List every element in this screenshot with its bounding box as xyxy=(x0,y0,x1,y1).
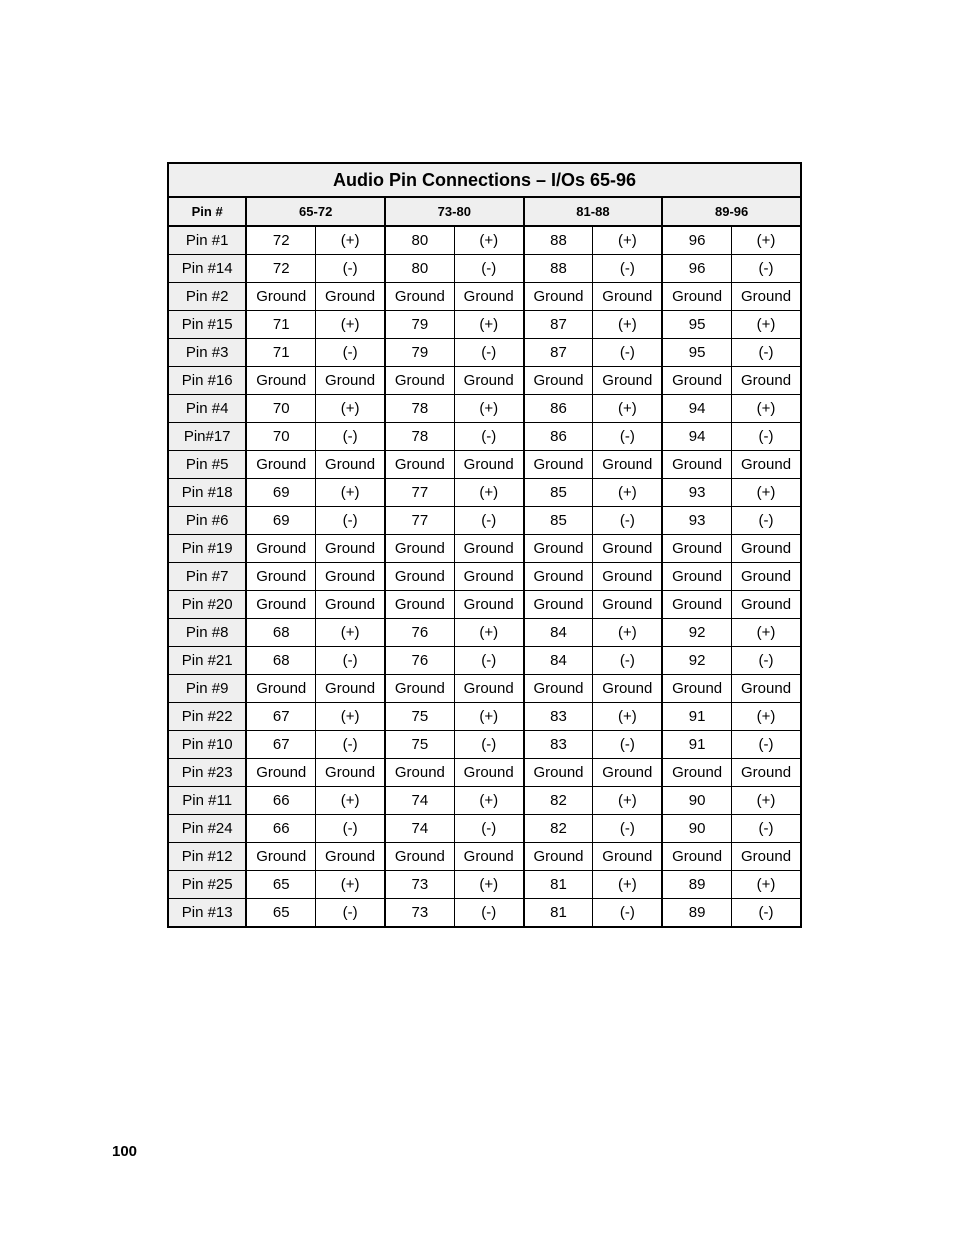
pin-value-cell: 83 xyxy=(524,703,593,731)
pin-value-cell: Ground xyxy=(246,367,315,395)
pin-value-cell: Ground xyxy=(732,535,801,563)
pin-value-cell: 81 xyxy=(524,871,593,899)
pin-value-cell: 73 xyxy=(385,899,454,928)
pin-value-cell: (+) xyxy=(454,871,523,899)
column-header-pin: Pin # xyxy=(168,197,246,226)
pin-value-cell: (+) xyxy=(316,226,385,255)
pin-value-cell: 68 xyxy=(246,647,315,675)
pin-value-cell: (+) xyxy=(454,311,523,339)
pin-value-cell: Ground xyxy=(732,843,801,871)
pin-value-cell: 95 xyxy=(662,311,731,339)
pin-value-cell: 85 xyxy=(524,507,593,535)
pin-value-cell: (+) xyxy=(316,395,385,423)
pin-value-cell: Ground xyxy=(385,367,454,395)
pin-value-cell: (+) xyxy=(593,311,662,339)
pin-value-cell: (-) xyxy=(454,507,523,535)
table-row xyxy=(168,815,801,843)
pin-value-cell: 88 xyxy=(524,226,593,255)
pin-value-cell: Ground xyxy=(593,591,662,619)
pin-value-cell: Ground xyxy=(454,451,523,479)
pin-value-cell: 88 xyxy=(524,255,593,283)
pin-value-cell: 90 xyxy=(662,787,731,815)
pin-label-cell: Pin #14 xyxy=(168,255,246,283)
pin-value-cell: 93 xyxy=(662,479,731,507)
table-row xyxy=(168,647,801,675)
table-row xyxy=(168,731,801,759)
pin-value-cell: (+) xyxy=(454,619,523,647)
pin-value-cell: Ground xyxy=(732,283,801,311)
pin-label-cell: Pin #1 xyxy=(168,226,246,255)
pin-value-cell: Ground xyxy=(593,535,662,563)
pin-value-cell: Ground xyxy=(524,591,593,619)
pin-value-cell: 96 xyxy=(662,226,731,255)
pin-value-cell: (-) xyxy=(316,899,385,928)
pin-value-cell: 71 xyxy=(246,311,315,339)
table-row xyxy=(168,423,801,451)
pin-value-cell: 66 xyxy=(246,815,315,843)
table-row xyxy=(168,899,801,928)
pin-value-cell: Ground xyxy=(385,843,454,871)
pin-value-cell: (+) xyxy=(732,619,801,647)
pin-value-cell: 84 xyxy=(524,647,593,675)
pin-value-cell: Ground xyxy=(316,563,385,591)
pin-value-cell: 82 xyxy=(524,787,593,815)
pin-value-cell: (+) xyxy=(593,787,662,815)
pin-label-cell: Pin #3 xyxy=(168,339,246,367)
pin-value-cell: 89 xyxy=(662,871,731,899)
pin-value-cell: (+) xyxy=(593,395,662,423)
pin-value-cell: (+) xyxy=(316,871,385,899)
pin-value-cell: 77 xyxy=(385,479,454,507)
pin-value-cell: 89 xyxy=(662,899,731,928)
pin-value-cell: 69 xyxy=(246,507,315,535)
pin-value-cell: 82 xyxy=(524,815,593,843)
pin-value-cell: 71 xyxy=(246,339,315,367)
pin-value-cell: (-) xyxy=(593,507,662,535)
pin-value-cell: Ground xyxy=(454,367,523,395)
pin-value-cell: Ground xyxy=(524,367,593,395)
pin-value-cell: Ground xyxy=(454,759,523,787)
pin-value-cell: 83 xyxy=(524,731,593,759)
table-row xyxy=(168,703,801,731)
pin-value-cell: Ground xyxy=(316,283,385,311)
pin-value-cell: 76 xyxy=(385,647,454,675)
pin-value-cell: (-) xyxy=(732,507,801,535)
table-row xyxy=(168,759,801,787)
pin-value-cell: Ground xyxy=(524,451,593,479)
pin-value-cell: (-) xyxy=(593,423,662,451)
pin-value-cell: (-) xyxy=(454,255,523,283)
pin-value-cell: Ground xyxy=(385,283,454,311)
pin-value-cell: (+) xyxy=(454,479,523,507)
pin-value-cell: (-) xyxy=(732,339,801,367)
table-row xyxy=(168,843,801,871)
pin-value-cell: Ground xyxy=(454,535,523,563)
pin-value-cell: Ground xyxy=(246,535,315,563)
pin-value-cell: (-) xyxy=(454,647,523,675)
table-row xyxy=(168,367,801,395)
pin-value-cell: 79 xyxy=(385,339,454,367)
table-title: Audio Pin Connections – I/Os 65-96 xyxy=(168,163,801,197)
pin-value-cell: 76 xyxy=(385,619,454,647)
pin-value-cell: 79 xyxy=(385,311,454,339)
pin-value-cell: Ground xyxy=(385,535,454,563)
table-row xyxy=(168,591,801,619)
pin-label-cell: Pin #4 xyxy=(168,395,246,423)
table-row xyxy=(168,871,801,899)
pin-value-cell: Ground xyxy=(246,759,315,787)
pin-value-cell: 74 xyxy=(385,787,454,815)
pin-value-cell: 91 xyxy=(662,703,731,731)
pin-value-cell: (-) xyxy=(593,339,662,367)
pin-value-cell: 67 xyxy=(246,731,315,759)
pin-value-cell: 87 xyxy=(524,311,593,339)
table-row xyxy=(168,563,801,591)
pin-value-cell: Ground xyxy=(732,591,801,619)
pin-value-cell: Ground xyxy=(662,759,731,787)
pin-value-cell: (-) xyxy=(316,339,385,367)
pin-value-cell: Ground xyxy=(662,535,731,563)
pin-value-cell: (+) xyxy=(454,226,523,255)
pin-value-cell: (+) xyxy=(593,619,662,647)
pin-value-cell: 75 xyxy=(385,703,454,731)
pin-value-cell: Ground xyxy=(524,563,593,591)
pin-value-cell: Ground xyxy=(732,367,801,395)
pin-value-cell: 70 xyxy=(246,395,315,423)
pin-value-cell: Ground xyxy=(454,563,523,591)
table-row xyxy=(168,226,801,255)
pin-value-cell: (-) xyxy=(593,647,662,675)
pin-value-cell: Ground xyxy=(316,843,385,871)
pin-value-cell: 86 xyxy=(524,395,593,423)
pin-value-cell: (-) xyxy=(316,815,385,843)
audio-pin-table xyxy=(167,162,802,928)
pin-label-cell: Pin #20 xyxy=(168,591,246,619)
pin-value-cell: (+) xyxy=(732,311,801,339)
pin-value-cell: (-) xyxy=(593,731,662,759)
pin-value-cell: Ground xyxy=(732,675,801,703)
pin-value-cell: (+) xyxy=(316,787,385,815)
pin-value-cell: (+) xyxy=(732,787,801,815)
pin-value-cell: (+) xyxy=(593,479,662,507)
pin-value-cell: Ground xyxy=(662,591,731,619)
pin-value-cell: (-) xyxy=(732,423,801,451)
pin-value-cell: 91 xyxy=(662,731,731,759)
pin-label-cell: Pin #21 xyxy=(168,647,246,675)
table-row xyxy=(168,535,801,563)
table-row xyxy=(168,479,801,507)
pin-value-cell: (-) xyxy=(454,731,523,759)
table-row xyxy=(168,283,801,311)
pin-label-cell: Pin #9 xyxy=(168,675,246,703)
pin-value-cell: Ground xyxy=(593,843,662,871)
pin-value-cell: (+) xyxy=(593,703,662,731)
pin-value-cell: 85 xyxy=(524,479,593,507)
pin-value-cell: Ground xyxy=(316,591,385,619)
pin-label-cell: Pin #2 xyxy=(168,283,246,311)
pin-value-cell: (-) xyxy=(732,647,801,675)
table-row xyxy=(168,395,801,423)
pin-value-cell: 77 xyxy=(385,507,454,535)
pin-value-cell: Ground xyxy=(246,283,315,311)
pin-label-cell: Pin #5 xyxy=(168,451,246,479)
pin-value-cell: Ground xyxy=(662,367,731,395)
pin-value-cell: (-) xyxy=(593,255,662,283)
pin-value-cell: Ground xyxy=(385,675,454,703)
pin-value-cell: (+) xyxy=(316,311,385,339)
pin-value-cell: (-) xyxy=(316,507,385,535)
pin-label-cell: Pin #25 xyxy=(168,871,246,899)
pin-label-cell: Pin #23 xyxy=(168,759,246,787)
pin-value-cell: 93 xyxy=(662,507,731,535)
pin-value-cell: Ground xyxy=(316,759,385,787)
table-row xyxy=(168,339,801,367)
pin-value-cell: 84 xyxy=(524,619,593,647)
pin-value-cell: Ground xyxy=(593,283,662,311)
pin-value-cell: Ground xyxy=(662,563,731,591)
pin-label-cell: Pin #19 xyxy=(168,535,246,563)
pin-label-cell: Pin #8 xyxy=(168,619,246,647)
pin-value-cell: 87 xyxy=(524,339,593,367)
pin-value-cell: Ground xyxy=(316,367,385,395)
column-header-89-96: 89-96 xyxy=(662,197,801,226)
pin-value-cell: (+) xyxy=(316,479,385,507)
pin-value-cell: 75 xyxy=(385,731,454,759)
pin-value-cell: Ground xyxy=(454,675,523,703)
pin-value-cell: Ground xyxy=(524,283,593,311)
pin-value-cell: 81 xyxy=(524,899,593,928)
pin-value-cell: 67 xyxy=(246,703,315,731)
pin-value-cell: (+) xyxy=(732,479,801,507)
pin-label-cell: Pin #18 xyxy=(168,479,246,507)
column-header-81-88: 81-88 xyxy=(524,197,663,226)
table-row xyxy=(168,311,801,339)
pin-value-cell: Ground xyxy=(593,675,662,703)
pin-value-cell: (-) xyxy=(316,731,385,759)
pin-label-cell: Pin #16 xyxy=(168,367,246,395)
pin-value-cell: Ground xyxy=(385,563,454,591)
column-header-65-72: 65-72 xyxy=(246,197,385,226)
pin-value-cell: (-) xyxy=(593,899,662,928)
pin-label-cell: Pin #13 xyxy=(168,899,246,928)
pin-value-cell: Ground xyxy=(524,759,593,787)
pin-value-cell: 94 xyxy=(662,395,731,423)
pin-label-cell: Pin #15 xyxy=(168,311,246,339)
pin-value-cell: (+) xyxy=(732,703,801,731)
pin-value-cell: 80 xyxy=(385,226,454,255)
pin-value-cell: (+) xyxy=(316,703,385,731)
pin-label-cell: Pin #10 xyxy=(168,731,246,759)
pin-value-cell: Ground xyxy=(385,451,454,479)
pin-value-cell: Ground xyxy=(593,759,662,787)
table-row xyxy=(168,255,801,283)
pin-value-cell: Ground xyxy=(316,535,385,563)
pin-value-cell: Ground xyxy=(246,843,315,871)
pin-value-cell: 78 xyxy=(385,423,454,451)
pin-value-cell: (+) xyxy=(454,703,523,731)
pin-value-cell: (+) xyxy=(732,395,801,423)
pin-value-cell: Ground xyxy=(662,843,731,871)
pin-value-cell: 94 xyxy=(662,423,731,451)
table-title-row xyxy=(168,163,801,197)
pin-value-cell: 80 xyxy=(385,255,454,283)
pin-value-cell: (-) xyxy=(732,815,801,843)
pin-value-cell: 78 xyxy=(385,395,454,423)
pin-value-cell: (-) xyxy=(454,339,523,367)
pin-label-cell: Pin #6 xyxy=(168,507,246,535)
pin-value-cell: (-) xyxy=(593,815,662,843)
pin-value-cell: Ground xyxy=(385,759,454,787)
pin-value-cell: 72 xyxy=(246,255,315,283)
pin-value-cell: 86 xyxy=(524,423,593,451)
column-header-row xyxy=(168,197,801,226)
pin-label-cell: Pin#17 xyxy=(168,423,246,451)
pin-value-cell: 65 xyxy=(246,899,315,928)
pin-value-cell: (-) xyxy=(732,899,801,928)
pin-value-cell: 65 xyxy=(246,871,315,899)
pin-label-cell: Pin #12 xyxy=(168,843,246,871)
pin-value-cell: Ground xyxy=(662,675,731,703)
pin-value-cell: (+) xyxy=(454,787,523,815)
pin-value-cell: 74 xyxy=(385,815,454,843)
table-row xyxy=(168,451,801,479)
pin-value-cell: Ground xyxy=(454,283,523,311)
pin-label-cell: Pin #11 xyxy=(168,787,246,815)
pin-value-cell: Ground xyxy=(316,675,385,703)
pin-value-cell: Ground xyxy=(246,675,315,703)
pin-value-cell: (+) xyxy=(454,395,523,423)
pin-value-cell: Ground xyxy=(454,591,523,619)
pin-value-cell: Ground xyxy=(524,675,593,703)
pin-value-cell: Ground xyxy=(385,591,454,619)
pin-value-cell: Ground xyxy=(454,843,523,871)
pin-value-cell: 96 xyxy=(662,255,731,283)
pin-value-cell: 73 xyxy=(385,871,454,899)
pin-value-cell: 92 xyxy=(662,647,731,675)
pin-value-cell: (-) xyxy=(454,899,523,928)
pin-value-cell: Ground xyxy=(593,367,662,395)
pin-label-cell: Pin #22 xyxy=(168,703,246,731)
pin-value-cell: (+) xyxy=(316,619,385,647)
pin-value-cell: (-) xyxy=(732,731,801,759)
pin-value-cell: Ground xyxy=(524,535,593,563)
pin-value-cell: 70 xyxy=(246,423,315,451)
pin-label-cell: Pin #24 xyxy=(168,815,246,843)
pin-value-cell: Ground xyxy=(246,591,315,619)
pin-value-cell: 90 xyxy=(662,815,731,843)
pin-label-cell: Pin #7 xyxy=(168,563,246,591)
pin-value-cell: (-) xyxy=(316,647,385,675)
pin-value-cell: (-) xyxy=(454,423,523,451)
page-number: 100 xyxy=(112,1143,138,1160)
table-row xyxy=(168,787,801,815)
pin-value-cell: Ground xyxy=(732,451,801,479)
pin-value-cell: Ground xyxy=(732,759,801,787)
table-row xyxy=(168,675,801,703)
pin-value-cell: Ground xyxy=(316,451,385,479)
pin-value-cell: Ground xyxy=(246,563,315,591)
pin-value-cell: (+) xyxy=(732,226,801,255)
pin-value-cell: Ground xyxy=(662,451,731,479)
pin-value-cell: (-) xyxy=(316,423,385,451)
pin-value-cell: Ground xyxy=(662,283,731,311)
pin-value-cell: (-) xyxy=(316,255,385,283)
table-row xyxy=(168,619,801,647)
pin-value-cell: Ground xyxy=(593,563,662,591)
pin-value-cell: Ground xyxy=(246,451,315,479)
column-header-73-80: 73-80 xyxy=(385,197,524,226)
pin-value-cell: (+) xyxy=(593,871,662,899)
pin-value-cell: Ground xyxy=(593,451,662,479)
table-row xyxy=(168,507,801,535)
pin-value-cell: Ground xyxy=(732,563,801,591)
pin-value-cell: 66 xyxy=(246,787,315,815)
pin-value-cell: (+) xyxy=(593,226,662,255)
pin-value-cell: (-) xyxy=(454,815,523,843)
pin-value-cell: Ground xyxy=(524,843,593,871)
pin-value-cell: 69 xyxy=(246,479,315,507)
table-body xyxy=(168,226,801,927)
pin-value-cell: 92 xyxy=(662,619,731,647)
pin-value-cell: 72 xyxy=(246,226,315,255)
pin-value-cell: 95 xyxy=(662,339,731,367)
pin-value-cell: (+) xyxy=(732,871,801,899)
pin-value-cell: 68 xyxy=(246,619,315,647)
pin-value-cell: (-) xyxy=(732,255,801,283)
